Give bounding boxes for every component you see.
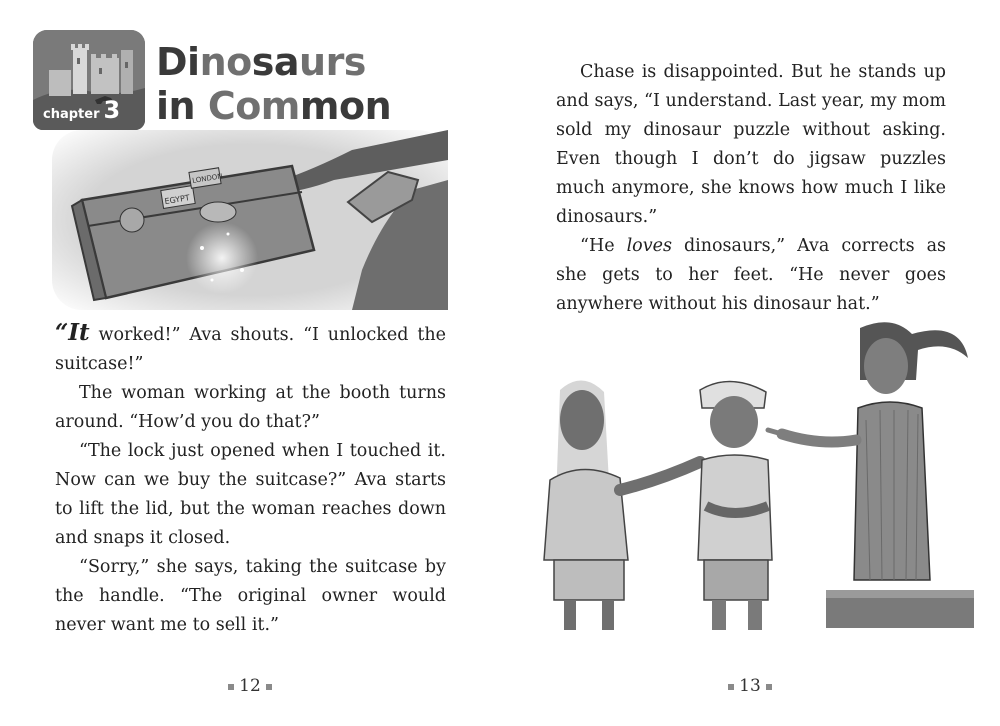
left-page-text xyxy=(55,318,446,640)
chapter-word: chapter xyxy=(43,107,100,122)
paragraph: The woman working at the booth turns around. “How’d you do that?” xyxy=(55,383,446,432)
chapter-label xyxy=(43,96,120,124)
children-illustration xyxy=(520,310,980,630)
page-number-left: 12 xyxy=(200,676,300,696)
right-page xyxy=(500,0,1000,726)
paragraph: Chase is disappointed. But he stands up and says, “I understand. Last year, my mom sold my dinosaur puzzle without asking. Even though I don’t do jigsaw puzzles much anymore, she knows how much I like dinosaurs.” xyxy=(556,62,946,227)
paragraph: “Sorry,” she says, taking the suitcase by the handle. “The original owner would never want me to sell it.” xyxy=(55,557,446,635)
suitcase-illustration xyxy=(52,130,448,310)
chapter-title-line1: Dinosaurs xyxy=(156,40,366,84)
paragraph: “The lock just opened when I touched it. Now can we buy the suitcase?” Ava starts to lift the lid, but the woman reaches down and snaps it closed. xyxy=(55,441,446,548)
chapter-badge xyxy=(33,30,145,130)
chapter-title xyxy=(156,40,476,128)
chapter-title-line2: in Common xyxy=(156,84,392,128)
page-number-right: 13 xyxy=(700,676,800,696)
chapter-number: 3 xyxy=(103,96,121,124)
paragraph: “He loves dinosaurs,” Ava corrects as she gets to her feet. “He never goes anywhere without his dinosaur hat.” xyxy=(556,236,946,314)
right-page-text xyxy=(556,58,946,319)
paragraph: “It worked!” Ava shouts. “I unlocked the suitcase!” xyxy=(55,319,446,374)
sticker-egypt: EGYPT xyxy=(163,193,191,207)
sticker-london: LONDON xyxy=(191,172,224,185)
